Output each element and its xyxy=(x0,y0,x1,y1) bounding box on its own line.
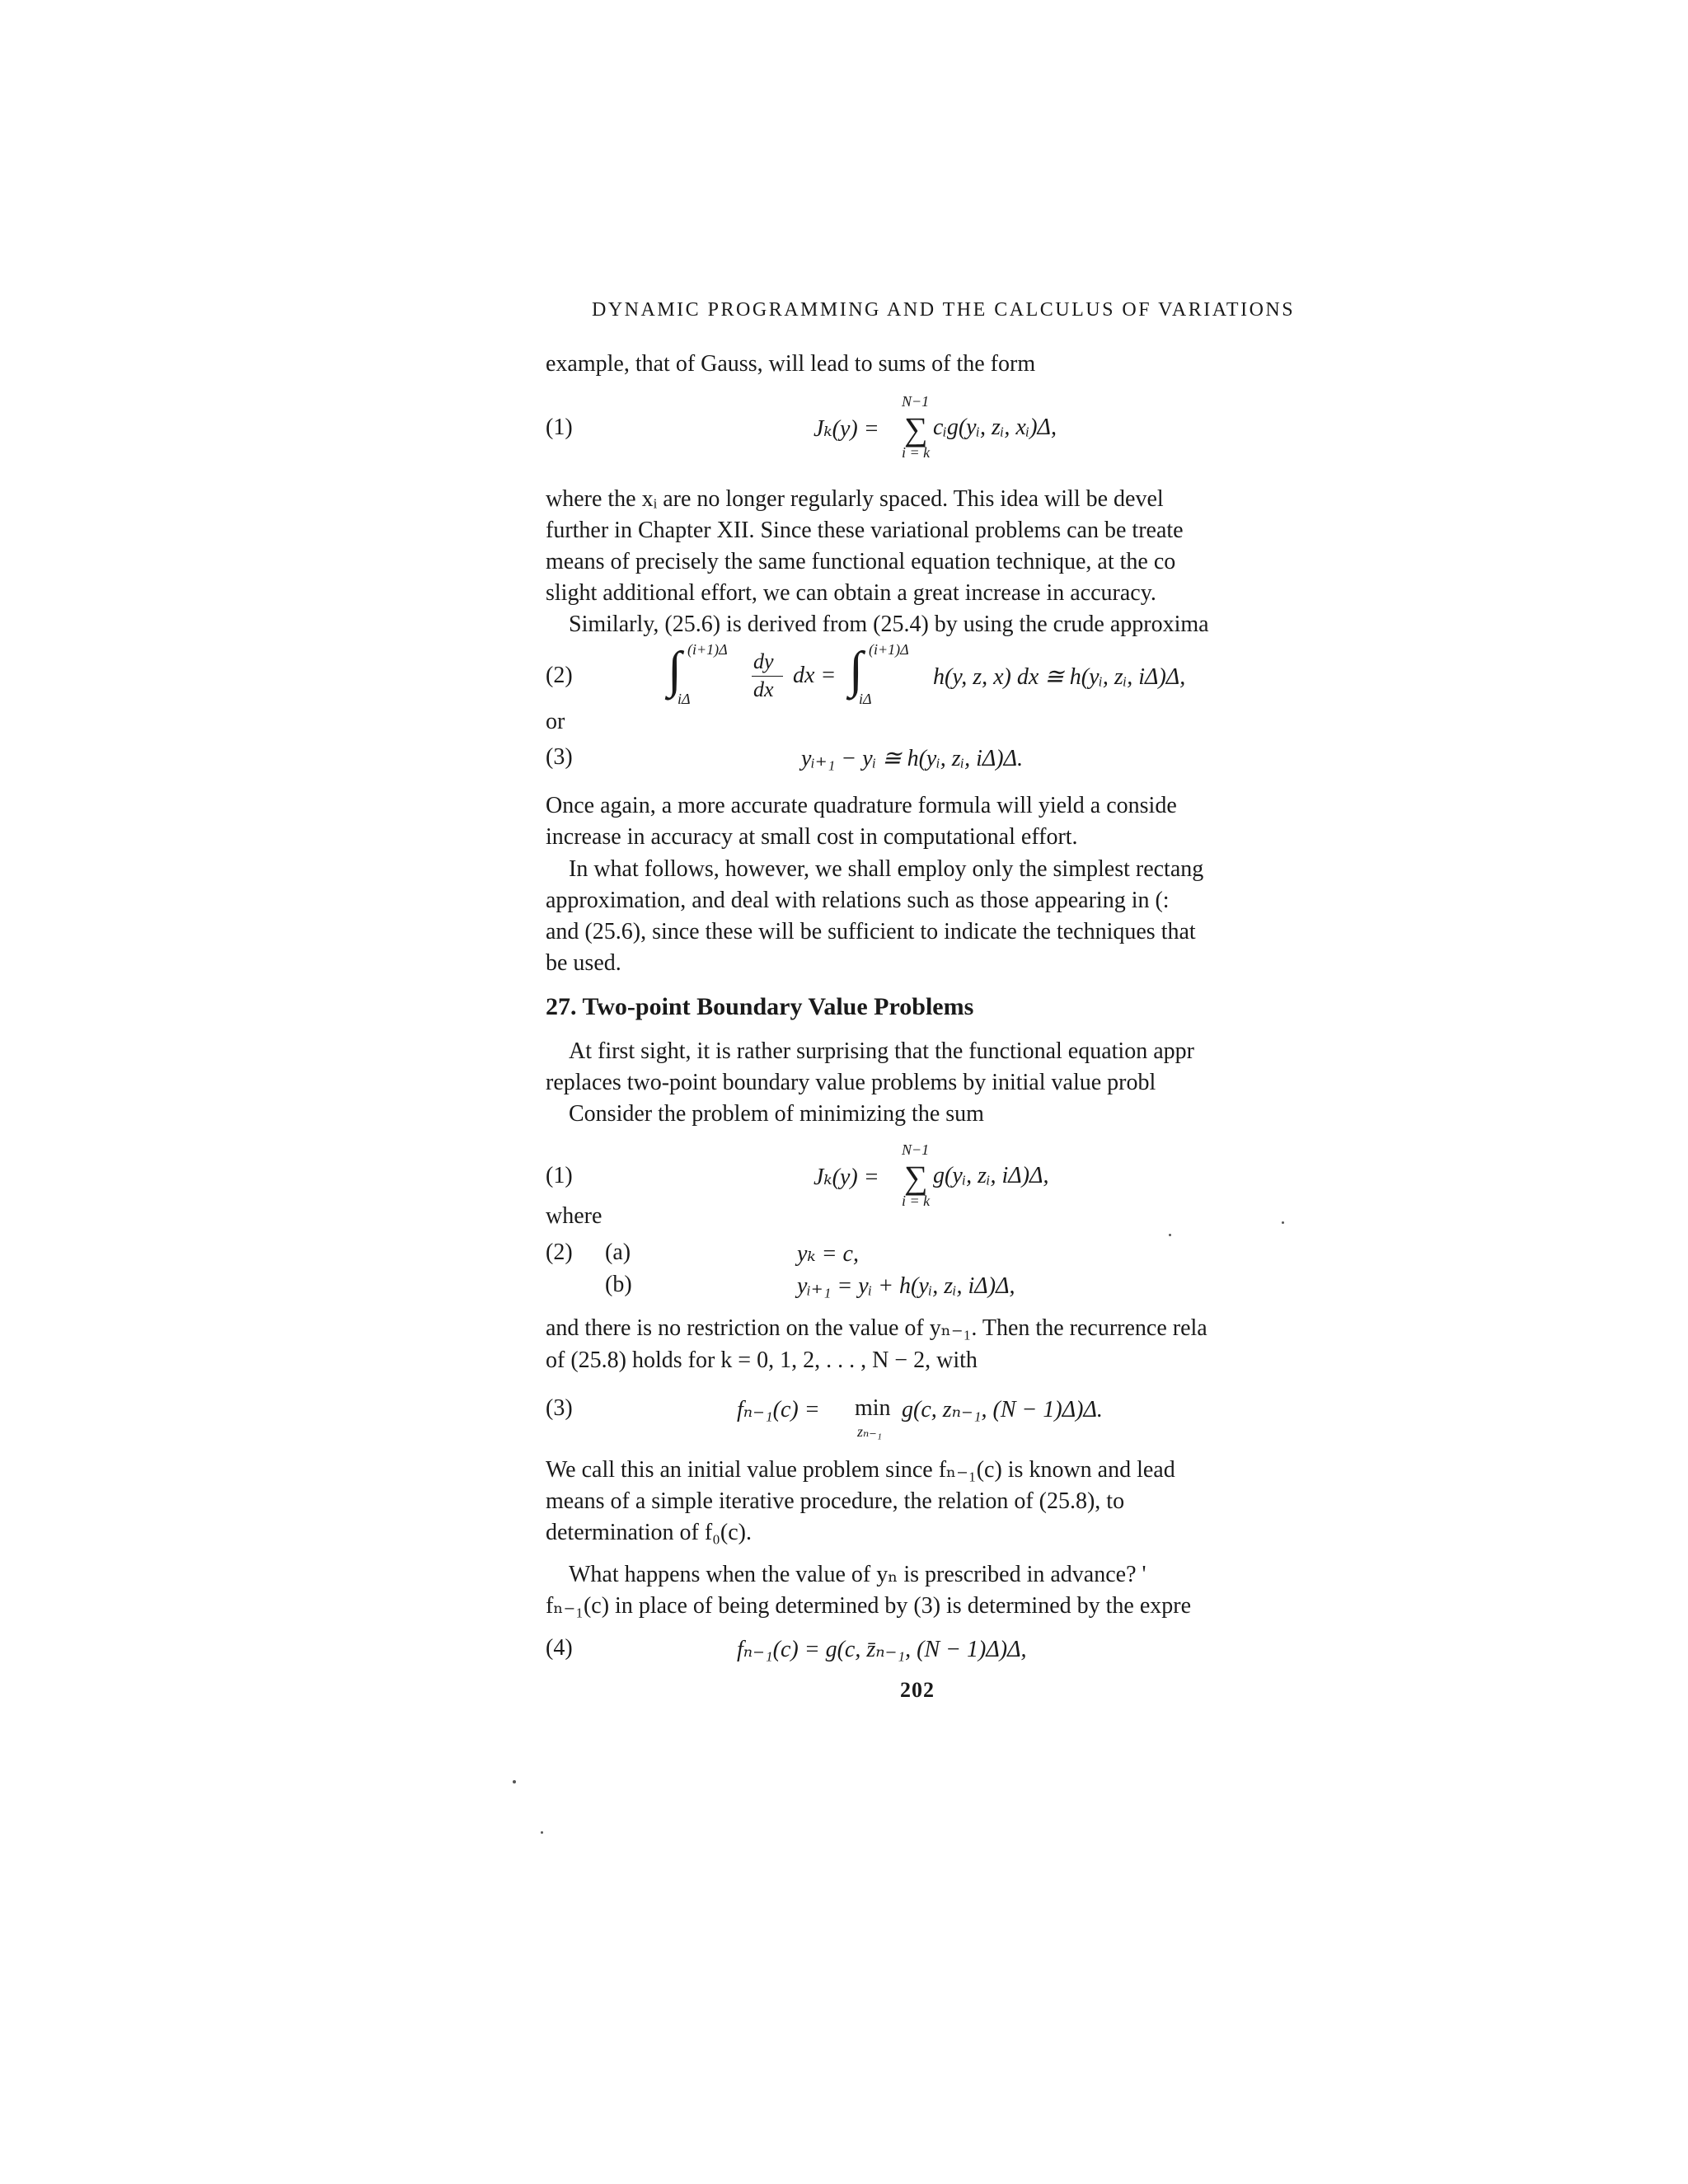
page-number: 202 xyxy=(900,1678,935,1702)
fraction-numerator: dy xyxy=(753,649,774,673)
text-line: increase in accuracy at small cost in computational effort. xyxy=(546,824,1078,850)
fraction-bar xyxy=(752,676,783,677)
text-line: fₙ₋₁(c) in place of being determined by (3) is determined by the expre xyxy=(546,1593,1192,1619)
integral-lower-limit: iΔ xyxy=(859,691,872,707)
equation-number: (1) xyxy=(546,1163,573,1188)
equation-lhs: Jₖ(y) = xyxy=(814,1165,879,1190)
integral-upper-limit: (i+1)Δ xyxy=(869,641,909,658)
sum-upper-limit: N−1 xyxy=(902,1141,930,1158)
equation-number: (3) xyxy=(546,744,573,770)
equation-1b xyxy=(546,1141,1301,1209)
min-operator: min xyxy=(855,1395,891,1421)
equation-1 xyxy=(546,393,1301,461)
text-line: and there is no restriction on the value of yₙ₋₁. Then the recurrence rela xyxy=(546,1315,1207,1341)
equation-4 xyxy=(546,1635,1301,1668)
text-line: slight additional effort, we can obtain a great increase in accuracy. xyxy=(546,580,1156,606)
text-line: and (25.6), since these will be sufficient to indicate the techniques that xyxy=(546,919,1196,944)
text-line: example, that of Gauss, will lead to sums of the form xyxy=(546,351,1036,377)
equation-lhs: fₙ₋₁(c) = xyxy=(737,1397,820,1422)
equation-number: (1) xyxy=(546,415,573,440)
scan-speck xyxy=(513,1780,516,1783)
text-line: determination of f₀(c). xyxy=(546,1520,752,1545)
equation-2a xyxy=(546,1240,1301,1272)
equation-3b xyxy=(546,1395,1301,1445)
equation-subpart: (a) xyxy=(605,1240,631,1265)
text-line: replaces two-point boundary value problems by initial value probl xyxy=(546,1070,1156,1095)
text-line: means of precisely the same functional equation technique, at the co xyxy=(546,549,1176,574)
scan-speck xyxy=(1169,1234,1171,1236)
equation-2b xyxy=(546,1272,1301,1305)
equation-rhs: g(c, zₙ₋₁, (N − 1)Δ)Δ. xyxy=(902,1397,1103,1422)
fraction-denominator: dx xyxy=(753,677,774,701)
equation-3 xyxy=(546,744,1301,777)
integral-upper-limit: (i+1)Δ xyxy=(687,641,728,658)
text-line: or xyxy=(546,709,565,734)
equation-rhs: g(yᵢ, zᵢ, iΔ)Δ, xyxy=(933,1163,1049,1188)
text-line: Once again, a more accurate quadrature formula will yield a conside xyxy=(546,793,1177,818)
equation-body: yₖ = c, xyxy=(797,1241,859,1267)
sum-lower-limit: i = k xyxy=(902,1193,931,1209)
text-line: means of a simple iterative procedure, the relation of (25.8), to xyxy=(546,1488,1125,1514)
integral-lower-limit: iΔ xyxy=(678,691,691,707)
equation-lhs: Jₖ(y) = xyxy=(814,416,879,442)
text-line: further in Chapter XII. Since these variational problems can be treate xyxy=(546,518,1184,543)
text-line: Similarly, (25.6) is derived from (25.4) by using the crude approxima xyxy=(569,612,1209,637)
text-line: At first sight, it is rather surprising that the functional equation appr xyxy=(569,1038,1194,1064)
equation-number: (4) xyxy=(546,1635,573,1661)
equation-number: (2) xyxy=(546,663,573,688)
equation-body: fₙ₋₁(c) = g(c, z̄ₙ₋₁, (N − 1)Δ)Δ, xyxy=(737,1637,1027,1662)
equation-number: (2) xyxy=(546,1240,573,1265)
text-line: Consider the problem of minimizing the sum xyxy=(569,1101,984,1127)
sum-upper-limit: N−1 xyxy=(902,393,930,410)
text-line: In what follows, however, we shall employ only the simplest rectang xyxy=(569,856,1204,882)
text-line: approximation, and deal with relations such as those appearing in (: xyxy=(546,888,1170,913)
running-head: DYNAMIC PROGRAMMING AND THE CALCULUS OF VARIATIONS xyxy=(592,299,1296,321)
equation-number: (3) xyxy=(546,1395,573,1421)
min-subscript: zₙ₋₁ xyxy=(857,1423,883,1440)
equation-body: yᵢ₊₁ − yᵢ ≅ h(yᵢ, zᵢ, iΔ)Δ. xyxy=(801,746,1024,771)
text-line: be used. xyxy=(546,950,621,976)
section-heading: 27. Two-point Boundary Value Problems xyxy=(546,993,974,1020)
summation-sign: ∑ xyxy=(904,410,928,448)
text-line: We call this an initial value problem since fₙ₋₁(c) is known and lead xyxy=(546,1457,1175,1483)
sum-lower-limit: i = k xyxy=(902,444,931,461)
integral-sign: ∫ xyxy=(668,642,682,698)
equation-subpart: (b) xyxy=(605,1272,632,1297)
integral-sign: ∫ xyxy=(849,642,863,698)
text-line: What happens when the value of yₙ is prescribed in advance? ' xyxy=(569,1562,1146,1587)
equation-body: yᵢ₊₁ = yᵢ + h(yᵢ, zᵢ, iΔ)Δ, xyxy=(797,1273,1015,1299)
summation-sign: ∑ xyxy=(904,1159,928,1196)
text-line: of (25.8) holds for k = 0, 1, 2, . . . , N − 2, with xyxy=(546,1347,978,1373)
scan-speck xyxy=(541,1831,543,1834)
scan-speck xyxy=(1282,1221,1284,1224)
text-line: where xyxy=(546,1203,603,1229)
equation-rhs: h(y, z, x) dx ≅ h(yᵢ, zᵢ, iΔ)Δ, xyxy=(933,664,1186,690)
text-line: where the xᵢ are no longer regularly spaced. This idea will be devel xyxy=(546,486,1164,512)
equation-middle: dx = xyxy=(793,663,837,688)
equation-rhs: cᵢg(yᵢ, zᵢ, xᵢ)Δ, xyxy=(933,415,1057,440)
